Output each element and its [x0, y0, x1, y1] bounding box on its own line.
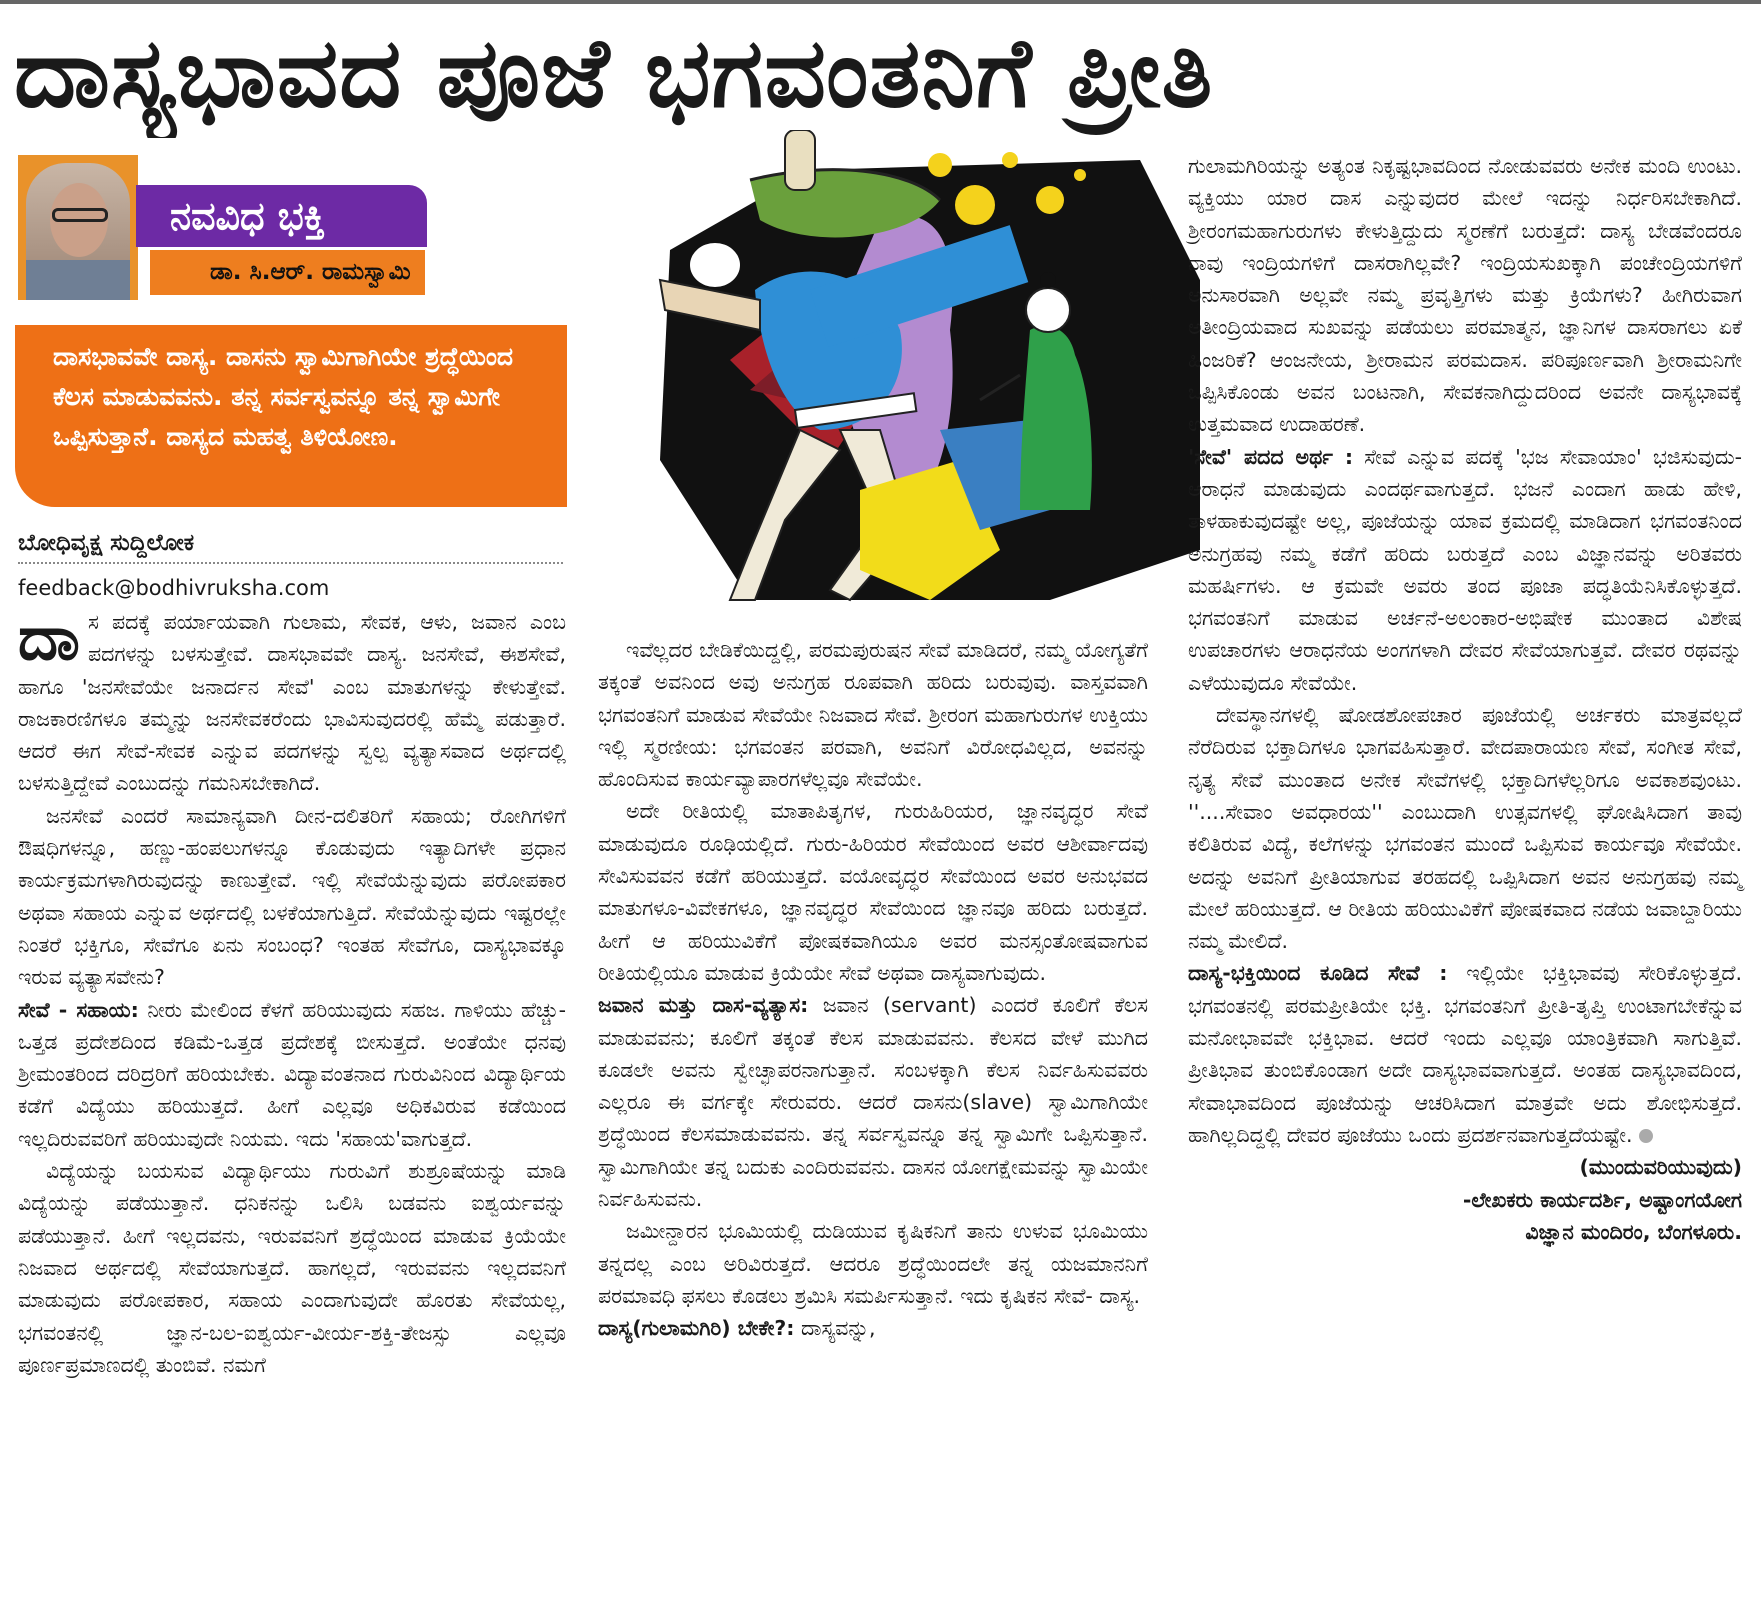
- paragraph: ನೀರು ಮೇಲಿಂದ ಕೆಳಗೆ ಹರಿಯುವುದು ಸಹಜ. ಗಾಳಿಯು ಹೆಚ್ಚು-ಒತ್ತಡ ಪ್ರದೇಶದಿಂದ ಕಡಿಮೆ-ಒತ್ತಡ ಪ್ರದೇಶಕ್ಕೆ ಬೀಸುತ್ತದೆ. ಅಂತೆಯೇ ಧನವು ಶ್ರೀಮಂತರಿಂದ ದರಿದ್ರರಿಗೆ ಹರಿಯಬೇಕು. ವಿದ್ಯಾವಂತನಾದ ಗುರುವಿನಿಂದ ವಿದ್ಯಾರ್ಥಿಯ ಕಡೆಗೆ ವಿದ್ಯೆಯು ಹರಿಯುತ್ತದೆ. ಹೀಗೆ ಎಲ್ಲವೂ ಅಧಿಕವಿರುವ ಕಡೆಯಿಂದ ಇಲ್ಲದಿರುವವರಿಗೆ ಹರಿಯುವುದೇ ನಿಯಮ. ಇದು 'ಸಹಾಯ'ವಾಗುತ್ತದೆ.: [18, 997, 566, 1151]
- end-mark-icon: [1639, 1129, 1653, 1143]
- paragraph: ಜವಾನ (servant) ಎಂದರೆ ಕೂಲಿಗೆ ಕೆಲಸ ಮಾಡುವವನು; ಕೂಲಿಗೆ ತಕ್ಕಂತೆ ಕೆಲಸ ಮಾಡುವವನು. ಕೆಲಸದ ವೇಳೆ ಮುಗಿದ ಕೂಡಲೇ ಅವನು ಸ್ವೇಚ್ಛಾಪರನಾಗುತ್ತಾನೆ. ಸಂಬಳಕ್ಕಾಗಿ ಕೆಲಸ ನಿರ್ವಹಿಸುವವರು ಎಲ್ಲರೂ ಈ ವರ್ಗಕ್ಕೇ ಸೇರುವರು. ಆದರೆ ದಾಸನು(slave) ಸ್ವಾಮಿಗಾಗಿಯೇ ಶ್ರದ್ಧೆಯಿಂದ ಕೆಲಸಮಾಡುವವನು. ತನ್ನ ಸರ್ವಸ್ವವನ್ನೂ ತನ್ನ ಸ್ವಾಮಿಗೇ ಒಪ್ಪಿಸುತ್ತಾನೆ. ಸ್ವಾಮಿಗಾಗಿಯೇ ತನ್ನ ಬದುಕು ಎಂದಿರುವವನು. ದಾಸನ ಯೋಗಕ್ಷೇಮವನ್ನು ಸ್ವಾಮಿಯೇ ನಿರ್ವಹಿಸುವನು.: [598, 993, 1148, 1212]
- paragraph: ವಿದ್ಯೆಯನ್ನು ಬಯಸುವ ವಿದ್ಯಾರ್ಥಿಯು ಗುರುವಿಗೆ ಶುಶ್ರೂಷೆಯನ್ನು ಮಾಡಿ ವಿದ್ಯೆಯನ್ನು ಪಡೆಯುತ್ತಾನೆ. ಧನಿಕನನ್ನು ಒಲಿಸಿ ಬಡವನು ಐಶ್ವರ್ಯವನ್ನು ಪಡೆಯುತ್ತಾನೆ. ಹೀಗೆ ಇಲ್ಲದವನು, ಇರುವವನಿಗೆ ಶ್ರದ್ಧೆಯಿಂದ ಮಾಡುವ ಕ್ರಿಯೆಯೇ ನಿಜವಾದ ಅರ್ಥದಲ್ಲಿ ಸೇವೆಯಾಗುತ್ತದೆ. ಹಾಗಲ್ಲದೆ, ಇರುವವನು ಇಲ್ಲದವನಿಗೆ ಮಾಡುವುದು ಪರೋಪಕಾರ, ಸಹಾಯ ಎಂದಾಗುವುದೇ ಹೊರತು ಸೇವೆಯಲ್ಲ, ಭಗವಂತನಲ್ಲಿ ಜ್ಞಾನ-ಬಲ-ಐಶ್ವರ್ಯ-ವೀರ್ಯ-ಶಕ್ತಿ-ತೇಜಸ್ಸು ಎಲ್ಲವೂ ಪೂರ್ಣಪ್ರಮಾಣದಲ್ಲಿ ತುಂಬಿವೆ. ನಮಗೆ: [18, 1159, 566, 1377]
- paragraph: ದೇವಸ್ಥಾನಗಳಲ್ಲಿ ಷೋಡಶೋಪಚಾರ ಪೂಜೆಯಲ್ಲಿ ಅರ್ಚಕರು ಮಾತ್ರವಲ್ಲದೆ ನೆರೆದಿರುವ ಭಕ್ತಾದಿಗಳೂ ಭಾಗವಹಿಸುತ್ತಾರೆ. ವೇದಪಾರಾಯಣ ಸೇವೆ, ಸಂಗೀತ ಸೇವೆ, ನೃತ್ಯ ಸೇವೆ ಮುಂತಾದ ಅನೇಕ ಸೇವೆಗಳಲ್ಲಿ ಭಕ್ತಾದಿಗಳೆಲ್ಲರಿಗೂ ಅವಕಾಶವುಂಟು. ''....ಸೇವಾಂ ಅವಧಾರಯ'' ಎಂಬುದಾಗಿ ಉತ್ಸವಗಳಲ್ಲಿ ಘೋಷಿಸಿದಾಗ ತಾವು ಕಲಿತಿರುವ ವಿದ್ಯೆ, ಕಲೆಗಳನ್ನು ಭಗವಂತನ ಮುಂದೆ ಒಪ್ಪಿಸುವ ಕಾರ್ಯವೂ ಸೇವೆಯೇ. ಅದನ್ನು ಅವನಿಗೆ ಪ್ರೀತಿಯಾಗುವ ತರಹದಲ್ಲಿ ಒಪ್ಪಿಸಿದಾಗ ಅವನ ಅನುಗ್ರಹವು ನಮ್ಮ ಮೇಲೆ ಹರಿಯುತ್ತದೆ. ಆ ರೀತಿಯ ಹರಿಯುವಿಕೆಗೆ ಪೋಷಕವಾದ ನಡೆಯ ಜವಾಬ್ದಾರಿಯು ನಮ್ಮ ಮೇಲಿದೆ.: [1188, 703, 1742, 954]
- top-rule: [0, 0, 1761, 4]
- paragraph: ದಾಸ್ಯವನ್ನು,: [794, 1316, 876, 1341]
- paragraph: ಇಲ್ಲಿಯೇ ಭಕ್ತಿಭಾವವು ಸೇರಿಕೊಳ್ಳುತ್ತದೆ. ಭಗವಂತನಲ್ಲಿ ಪರಮಪ್ರೀತಿಯೇ ಭಕ್ತಿ. ಭಗವಂತನಿಗೆ ಪ್ರೀತಿ-ತೃಪ್ತಿ ಉಂಟಾಗಬೇಕೆನ್ನುವ ಮನೋಭಾವವೇ ಭಕ್ತಿಭಾವ. ಆದರೆ ಇಂದು ಎಲ್ಲವೂ ಯಾಂತ್ರಿಕವಾಗಿ ಸಾಗುತ್ತಿವೆ. ಪ್ರೀತಿಭಾವ ತುಂಬಿಕೊಂಡಾಗ ಅದೇ ದಾಸ್ಯಭಾವವಾಗುತ್ತದೆ. ಅಂತಹ ದಾಸ್ಯಭಾವದಿಂದ, ಸೇವಾಭಾವದಿಂದ ಪೂಜೆಯನ್ನು ಆಚರಿಸಿದಾಗ ಮಾತ್ರವೇ ಅದು ಶೋಭಿಸುತ್ತದೆ. ಹಾಗಿಲ್ಲದಿದ್ದಲ್ಲಿ ದೇವರ ಪೂಜೆಯು ಒಂದು ಪ್ರದರ್ಶನವಾಗುತ್ತದೆಯಷ್ಟೇ.: [1188, 961, 1743, 1147]
- subheading: ಜವಾನ ಮತ್ತು ದಾಸ-ವ್ಯತ್ಯಾಸ:: [598, 993, 809, 1018]
- paragraph: ಜಮೀನ್ದಾರನ ಭೂಮಿಯಲ್ಲಿ ದುಡಿಯುವ ಕೃಷಿಕನಿಗೆ ತಾನು ಉಳುವ ಭೂಮಿಯು ತನ್ನದಲ್ಲ ಎಂಬ ಅರಿವಿರುತ್ತದೆ. ಆದರೂ ಶ್ರದ್ಧೆಯಿಂದಲೇ ತನ್ನ ಯಜಮಾನನಿಗೆ ಪರಮಾವಧಿ ಫಸಲು ಕೊಡಲು ಶ್ರಮಿಸಿ ಸಮರ್ಪಿಸುತ್ತಾನೆ. ಇದು ಕೃಷಿಕನ ಸೇವೆ- ದಾಸ್ಯ.: [598, 1219, 1148, 1308]
- subheading: ದಾಸ್ಯ(ಗುಲಾಮಗಿರಿ) ಬೇಕೇ?:: [598, 1316, 795, 1341]
- drop-cap: ದಾ: [18, 601, 80, 674]
- paragraph: ಗುಲಾಮಗಿರಿಯನ್ನು ಅತ್ಯಂತ ನಿಕೃಷ್ಟಭಾವದಿಂದ ನೋಡುವವರು ಅನೇಕ ಮಂದಿ ಉಂಟು. ವ್ಯಕ್ತಿಯು ಯಾರ ದಾಸ ಎನ್ನುವುದರ ಮೇಲೆ ಇದನ್ನು ನಿರ್ಧರಿಸಬೇಕಾಗಿದೆ. ಶ್ರೀರಂಗಮಹಾಗುರುಗಳು ಕೇಳುತ್ತಿದ್ದುದು ಸ್ಮರಣೆಗೆ ಬರುತ್ತದೆ: ದಾಸ್ಯ ಬೇಡವೆಂದರೂ ನಾವು ಇಂದ್ರಿಯಗಳಿಗೆ ದಾಸರಾಗಿಲ್ಲವೇ? ಇಂದ್ರಿಯಸುಖಕ್ಕಾಗಿ ಪಂಚೇಂದ್ರಿಯಗಳಿಗೆ ಅನುಸಾರವಾಗಿ ಅಲ್ಲವೇ ನಮ್ಮ ಪ್ರವೃತ್ತಿಗಳು ಮತ್ತು ಕ್ರಿಯೆಗಳು? ಹೀಗಿರುವಾಗ ಅತೀಂದ್ರಿಯವಾದ ಸುಖವನ್ನು ಪಡೆಯಲು ಪರಮಾತ್ಮನ, ಜ್ಞಾನಿಗಳ ದಾಸರಾಗಲು ಏಕೆ ಹಿಂಜರಿಕೆ? ಆಂಜನೇಯ, ಶ್ರೀರಾಮನ ಪರಮದಾಸ. ಪರಿಪೂರ್ಣವಾಗಿ ಶ್ರೀರಾಮನಿಗೇ ಒಪ್ಪಿಸಿಕೊಂಡು ಅವನ ಬಂಟನಾಗಿ, ಸೇವಕನಾಗಿದ್ದುದರಿಂದ ಅವನೇ ದಾಸ್ಯಭಾವಕ್ಕೆ ಉತ್ತಮವಾದ ಉದಾಹರಣೆ.: [1188, 154, 1742, 437]
- headline: ದಾಸ್ಯಭಾವದ ಪೂಜೆ ಭಗವಂತನಿಗೆ ಪ್ರೀತಿ: [14, 17, 1214, 129]
- subheading: ದಾಸ್ಯ-ಭಕ್ತಿಯಿಂದ ಕೂಡಿದ ಸೇವೆ :: [1188, 961, 1448, 986]
- paragraph: ಇವೆಲ್ಲದರ ಬೇಡಿಕೆಯಿದ್ದಲ್ಲಿ, ಪರಮಪುರುಷನ ಸೇವೆ ಮಾಡಿದರೆ, ನಮ್ಮ ಯೋಗ್ಯತೆಗೆ ತಕ್ಕಂತೆ ಅವನಿಂದ ಅವು ಅನುಗ್ರಹ ರೂಪವಾಗಿ ಹರಿದು ಬರುವುವು. ವಾಸ್ತವವಾಗಿ ಭಗವಂತನಿಗೆ ಮಾಡುವ ಸೇವೆಯೇ ನಿಜವಾದ ಸೇವೆ. ಶ್ರೀರಂಗ ಮಹಾಗುರುಗಳ ಉಕ್ತಿಯು ಇಲ್ಲಿ ಸ್ಮರಣೀಯ: ಭಗವಂತನ ಪರವಾಗಿ, ಅವನಿಗೆ ವಿರೋಧವಿಲ್ಲದ, ಅವನನ್ನು ಹೊಂದಿಸುವ ಕಾರ್ಯವ್ಯಾಪಾರಗಳೆಲ್ಲವೂ ಸೇವೆಯೇ.: [598, 638, 1148, 792]
- article-column-2: [598, 634, 1148, 1345]
- author-photo: [18, 155, 138, 300]
- paragraph: ಸೇವೆ ಎನ್ನುವ ಪದಕ್ಕೆ 'ಭಜ ಸೇವಾಯಾಂ' ಭಜಿಸುವುದು-ಆರಾಧನೆ ಮಾಡುವುದು ಎಂದರ್ಥವಾಗುತ್ತದೆ. ಭಜನೆ ಎಂದಾಗ ಹಾಡು ಹೇಳಿ, ತಾಳಹಾಕುವುದಷ್ಟೇ ಅಲ್ಲ, ಪೂಜೆಯನ್ನು ಯಾವ ಕ್ರಮದಲ್ಲಿ ಮಾಡಿದಾಗ ಭಗವಂತನಿಂದ ಅನುಗ್ರಹವು ನಮ್ಮ ಕಡೆಗೆ ಹರಿದು ಬರುತ್ತದೆ ಎಂಬ ವಿಜ್ಞಾನವನ್ನು ಅರಿತವರು ಮಹರ್ಷಿಗಳು. ಆ ಕ್ರಮವೇ ಅವರು ತಂದ ಪೂಜಾ ಪದ್ಧತಿಯೆನಿಸಿಕೊಳ್ಳುತ್ತದೆ. ಭಗವಂತನಿಗೆ ಮಾಡುವ ಅರ್ಚನೆ-ಅಲಂಕಾರ-ಅಭಿಷೇಕ ಮುಂತಾದ ವಿಶೇಷ ಉಪಚಾರಗಳು ಆರಾಧನೆಯ ಅಂಗಗಳಾಗಿ ದೇವರ ಸೇವೆಯಾಗುತ್ತವೆ. ದೇವರ ರಥವನ್ನು ಎಳೆಯುವುದೂ ಸೇವೆಯೇ.: [1188, 444, 1742, 695]
- author-credit-line-2: ವಿಜ್ಞಾನ ಮಂದಿರಂ, ಬೆಂಗಳೂರು.: [1525, 1219, 1742, 1244]
- paragraph: ಜನಸೇವೆ ಎಂದರೆ ಸಾಮಾನ್ಯವಾಗಿ ದೀನ-ದಲಿತರಿಗೆ ಸಹಾಯ; ರೋಗಿಗಳಿಗೆ ಔಷಧಿಗಳನ್ನೂ, ಹಣ್ಣು-ಹಂಪಲುಗಳನ್ನೂ ಕೊಡುವುದು ಇತ್ಯಾದಿಗಳೇ ಪ್ರಧಾನ ಕಾರ್ಯಕ್ರಮಗಳಾಗಿರುವುದನ್ನು ಕಾಣುತ್ತೇವೆ. ಇಲ್ಲಿ ಸೇವೆಯೆನ್ನುವುದು ಪರೋಪಕಾರ ಅಥವಾ ಸಹಾಯ ಎನ್ನುವ ಅರ್ಥದಲ್ಲಿ ಬಳಕೆಯಾಗುತ್ತಿದೆ. ಸೇವೆಯೆನ್ನುವುದು ಇಷ್ಟರಲ್ಲೇ ನಿಂತರೆ ಭಕ್ತಿಗೂ, ಸೇವೆಗೂ ಏನು ಸಂಬಂಧ? ಇಂತಹ ಸೇವೆಗೂ, ದಾಸ್ಯಭಾವಕ್ಕೂ ಇರುವ ವ್ಯತ್ಯಾಸವೇನು?: [18, 803, 566, 990]
- source-label: ಬೋಧಿವೃಕ್ಷ ಸುದ್ದಿಲೋಕ: [18, 530, 563, 564]
- subheading: 'ಸೇವೆ' ಪದದ ಅರ್ಥ :: [1188, 444, 1354, 469]
- author-name: ಡಾ. ಸಿ.ಆರ್. ರಾಮಸ್ವಾಮಿ: [150, 250, 425, 295]
- paragraph: ಅದೇ ರೀತಿಯಲ್ಲಿ ಮಾತಾಪಿತೃಗಳ, ಗುರುಹಿರಿಯರ, ಜ್ಞಾನವೃದ್ಧರ ಸೇವೆ ಮಾಡುವುದೂ ರೂಢಿಯಲ್ಲಿದೆ. ಗುರು-ಹಿರಿಯರ ಸೇವೆಯಿಂದ ಅವರ ಆಶೀರ್ವಾದವು ಸೇವಿಸುವವನ ಕಡೆಗೆ ಹರಿಯುತ್ತದೆ. ವಯೋವೃದ್ಧರ ಸೇವೆಯಿಂದ ಅವರ ಅನುಭವದ ಮಾತುಗಳೂ-ವಿವೇಕಗಳೂ, ಜ್ಞಾನವೃದ್ಧರ ಸೇವೆಯಿಂದ ಜ್ಞಾನವೂ ಹರಿದು ಬರುತ್ತದೆ. ಹೀಗೆ ಆ ಹರಿಯುವಿಕೆಗೆ ಪೋಷಕವಾಗಿಯೂ ಅವರ ಮನಸ್ಸಂತೋಷವಾಗುವ ರೀತಿಯಲ್ಲಿಯೂ ಮಾಡುವ ಕ್ರಿಯೆಯೇ ಸೇವೆ ಅಥವಾ ದಾಸ್ಯವಾಗುವುದು.: [598, 799, 1148, 985]
- author-credit-line-1: -ಲೇಖಕರು ಕಾರ್ಯದರ್ಶಿ, ಅಷ್ಟಾಂಗಯೋಗ: [1462, 1187, 1742, 1212]
- paragraph: ಸ ಪದಕ್ಕೆ ಪರ್ಯಾಯವಾಗಿ ಗುಲಾಮ, ಸೇವಕ, ಆಳು, ಜವಾನ ಎಂಬ ಪದಗಳನ್ನು ಬಳಸುತ್ತೇವೆ. ದಾಸಭಾವವೇ ದಾಸ್ಯ. ಜನಸೇವೆ, ಈಶಸೇವೆ, ಹಾಗೂ 'ಜನಸೇವೆಯೇ ಜನಾರ್ದನ ಸೇವೆ' ಎಂಬ ಮಾತುಗಳನ್ನು ಕೇಳುತ್ತೇವೆ. ರಾಜಕಾರಣಿಗಳೂ ತಮ್ಮನ್ನು ಜನಸೇವಕರೆಂದು ಭಾವಿಸುವುದರಲ್ಲಿ ಹೆಮ್ಮೆ ಪಡುತ್ತಾರೆ. ಆದರೆ ಈಗ ಸೇವೆ-ಸೇವಕ ಎನ್ನುವ ಪದಗಳನ್ನು ಸ್ವಲ್ಪ ವ್ಯತ್ಯಾಸವಾದ ಅರ್ಥದಲ್ಲಿ ಬಳಸುತ್ತಿದ್ದೇವೆ ಎಂಬುದನ್ನು ಗಮನಿಸಬೇಕಾಗಿದೆ.: [18, 610, 566, 796]
- illustration: [580, 130, 1220, 630]
- continued-note: (ಮುಂದುವರಿಯುವುದು): [1579, 1155, 1742, 1180]
- article-column-3: [1188, 150, 1742, 1248]
- intro-box: ದಾಸಭಾವವೇ ದಾಸ್ಯ. ದಾಸನು ಸ್ವಾಮಿಗಾಗಿಯೇ ಶ್ರದ್ಧೆಯಿಂದ ಕೆಲಸ ಮಾಡುವವನು. ತನ್ನ ಸರ್ವಸ್ವವನ್ನೂ ತನ್ನ ಸ್ವಾಮಿಗೇ ಒಪ್ಪಿಸುತ್ತಾನೆ. ದಾಸ್ಯದ ಮಹತ್ವ ತಿಳಿಯೋಣ.: [15, 325, 567, 507]
- series-title: ನವವಿಧ ಭಕ್ತಿ: [136, 185, 427, 247]
- subheading: ಸೇವೆ - ಸಹಾಯ:: [18, 997, 139, 1022]
- article-column-1: [18, 601, 566, 1381]
- feedback-email[interactable]: feedback@bodhivruksha.com: [18, 576, 330, 600]
